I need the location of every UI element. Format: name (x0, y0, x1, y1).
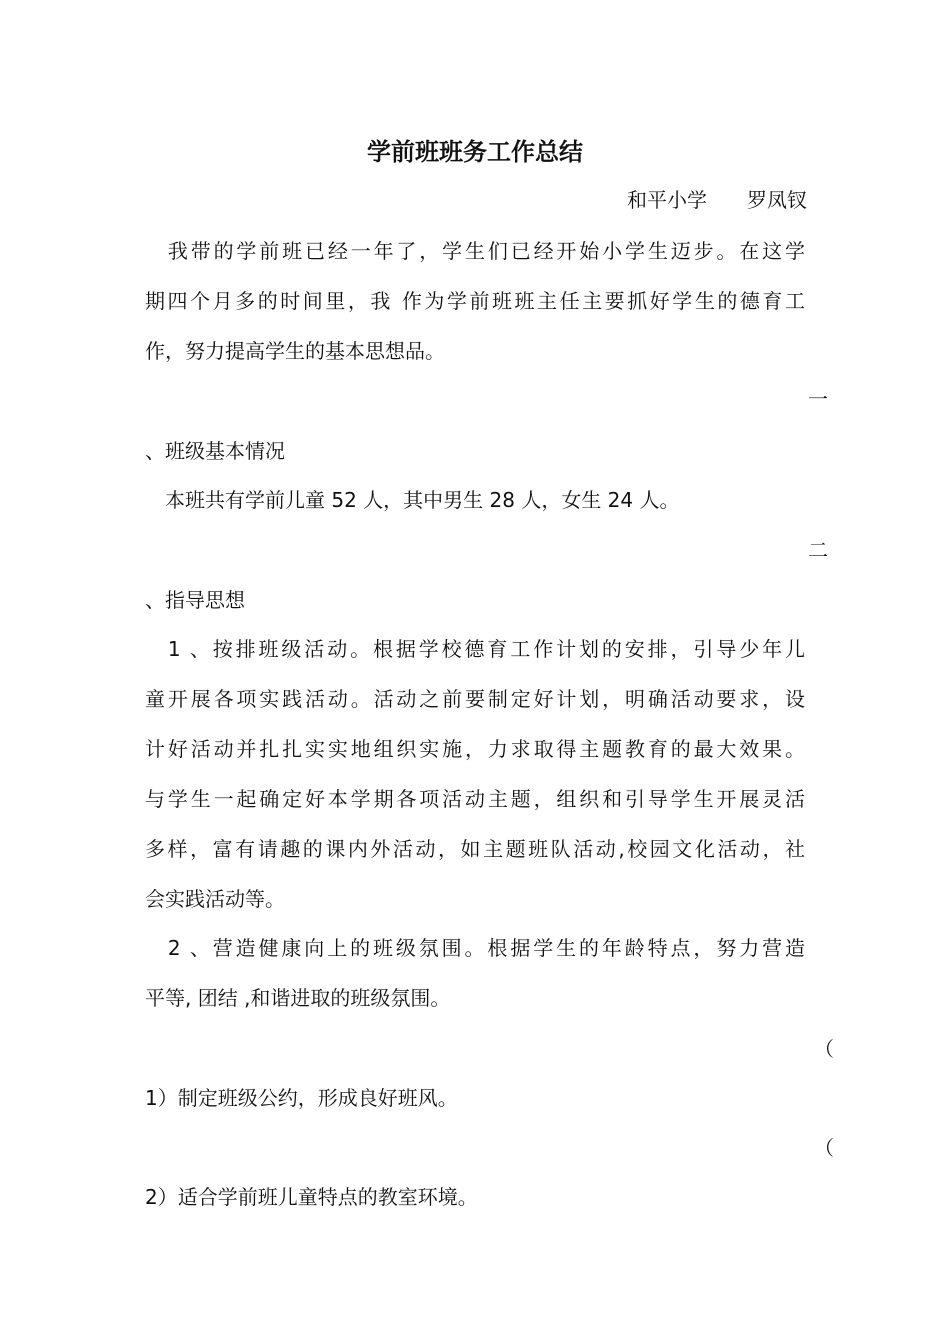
section2-heading: 、指导思想 (145, 588, 245, 612)
document-title: 学前班班务工作总结 (367, 138, 583, 166)
item1-line-6: 会实践活动等。 (145, 887, 285, 911)
sub2-marker: （ (814, 1136, 834, 1160)
author-line: 和平小学 罗凤钗 (627, 188, 807, 212)
intro-line-3: 作，努力提高学生的基本思想品。 (145, 339, 445, 363)
sub1-line: 1）制定班级公约，形成良好班风。 (145, 1086, 458, 1110)
section1-body: 本班共有学前儿童 52 人，其中男生 28 人，女生 24 人。 (145, 488, 680, 512)
section1-heading: 、班级基本情况 (145, 439, 285, 463)
item2-line-1: 2 、营造健康向上的班级氛围。根据学生的年龄特点，努力营造 (145, 936, 805, 960)
sub1-marker: （ (814, 1037, 834, 1061)
intro-line-2: 期四个月多的时间里，我 作为学前班班主任主要抓好学生的德育工 (145, 289, 805, 313)
intro-line-1: 我带的学前班已经一年了，学生们已经开始小学生迈步。在这学 (145, 239, 805, 263)
item1-line-2: 童开展各项实践活动。活动之前要制定好计划，明确活动要求，设 (145, 687, 805, 711)
item2-line-2: 平等, 团结 ,和谐进取的班级氛围。 (145, 986, 451, 1010)
item1-line-1: 1 、按排班级活动。根据学校德育工作计划的安排，引导少年儿 (145, 637, 805, 661)
item1-line-5: 多样，富有请趣的课内外活动，如主题班队活动,校园文化活动，社 (145, 837, 805, 861)
sub2-line: 2）适合学前班儿童特点的教室环境。 (145, 1185, 478, 1209)
item1-line-3: 计好活动并扎扎实实地组织实施，力求取得主题教育的最大效果。 (145, 737, 805, 761)
item1-line-4: 与学生一起确定好本学期各项活动主题，组织和引导学生开展灵活 (145, 787, 805, 811)
section1-marker: 一 (808, 387, 828, 411)
section2-marker: 二 (808, 538, 828, 562)
